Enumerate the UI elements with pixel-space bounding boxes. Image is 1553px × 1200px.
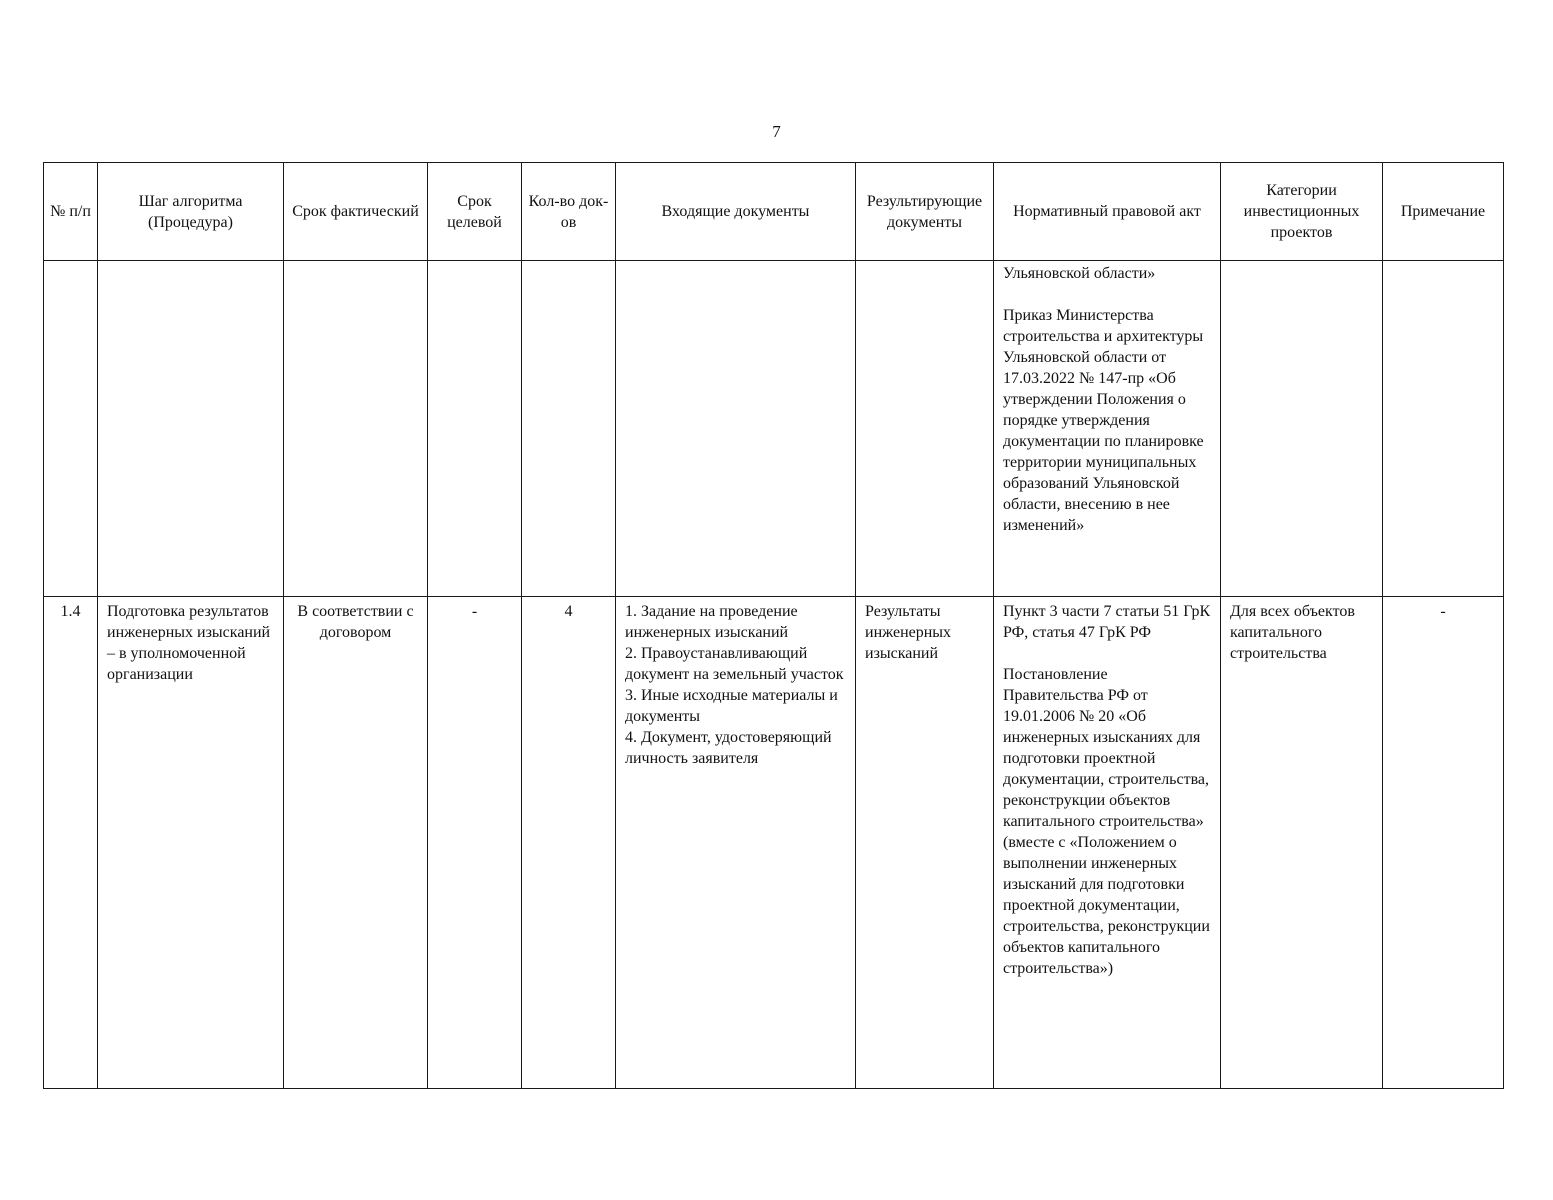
header-note: Примечание xyxy=(1383,163,1504,261)
cell-legal-act-continuation xyxy=(994,261,1221,597)
cell-empty xyxy=(616,261,856,597)
legal-act-article: Пункт 3 части 7 статьи 51 ГрК РФ, статья 47 ГрК РФ xyxy=(1003,603,1211,641)
cell-doc-count: 4 xyxy=(522,597,616,1089)
legal-act-order: Приказ Министерства строительства и архитектуры Ульяновской области от 17.03.2022 № 147-пр «Об утверждении Положения о порядке утверждения документации по планировке территории муниципальных образований Ульяновской области, внесению в нее изменений» xyxy=(1003,307,1204,534)
cell-incoming-docs xyxy=(616,597,856,1089)
header-doc-count: Кол-во док-ов xyxy=(522,163,616,261)
header-target-term: Срок целевой xyxy=(428,163,522,261)
legal-act-resolution: Постановление Правительства РФ от 19.01.2006 № 20 «Об инженерных изысканиях для подготовки проектной документации, строительства, реконструкции объектов капитального строительства» (вместе с «Положением о выполнении инженерных изысканий для подготовки проектной документации, строительства, реконструкции объектов капитального строительства») xyxy=(1003,666,1210,977)
header-result-docs: Результирующие документы xyxy=(856,163,994,261)
header-step: Шаг алгоритма (Процедура) xyxy=(98,163,284,261)
cell-number: 1.4 xyxy=(44,597,98,1089)
cell-empty xyxy=(1221,261,1383,597)
cell-empty xyxy=(98,261,284,597)
legal-act-tail: Ульяновской области» xyxy=(1003,265,1156,282)
cell-empty xyxy=(522,261,616,597)
cell-target-term: - xyxy=(428,597,522,1089)
incoming-doc-item: 3. Иные исходные материалы и документы xyxy=(625,687,838,725)
header-legal-act: Нормативный правовой акт xyxy=(994,163,1221,261)
cell-categories: Для всех объектов капитального строительства xyxy=(1221,597,1383,1089)
page-number: 7 xyxy=(772,122,781,141)
table-row-1-4 xyxy=(44,597,1504,1089)
incoming-doc-item: 1. Задание на проведение инженерных изысканий xyxy=(625,603,798,641)
cell-empty xyxy=(284,261,428,597)
header-categories: Категории инвестиционных проектов xyxy=(1221,163,1383,261)
cell-step: Подготовка результатов инженерных изысканий – в уполномоченной организации xyxy=(98,597,284,1089)
header-incoming-docs: Входящие документы xyxy=(616,163,856,261)
table-header-row xyxy=(44,163,1504,261)
cell-empty xyxy=(856,261,994,597)
incoming-doc-item: 2. Правоустанавливающий документ на земельный участок xyxy=(625,645,844,683)
cell-actual-term: В соответствии с договором xyxy=(284,597,428,1089)
cell-note: - xyxy=(1383,597,1504,1089)
table-row-continuation xyxy=(44,261,1504,597)
incoming-doc-item: 4. Документ, удостоверяющий личность заявителя xyxy=(625,729,832,767)
header-number: № п/п xyxy=(44,163,98,261)
header-actual-term: Срок фактический xyxy=(284,163,428,261)
cell-empty xyxy=(44,261,98,597)
cell-legal-act xyxy=(994,597,1221,1089)
procedure-table xyxy=(43,162,1504,1089)
cell-result-docs: Результаты инженерных изысканий xyxy=(856,597,994,1089)
cell-empty xyxy=(428,261,522,597)
cell-empty xyxy=(1383,261,1504,597)
